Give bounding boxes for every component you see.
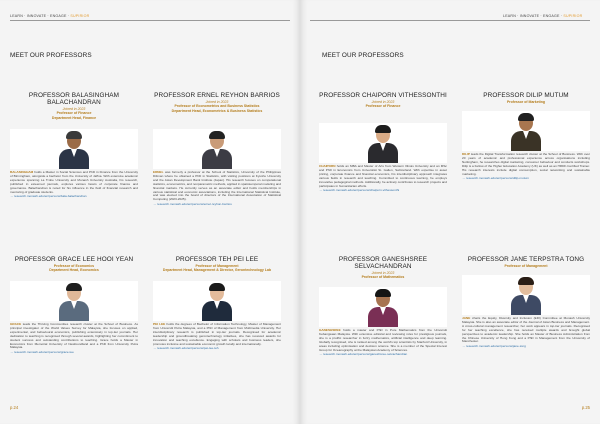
running-head: LEARN · INNOVATE · ENGAGE · SUPIRIOR — [10, 14, 90, 18]
professor-card — [462, 92, 590, 181]
joined-year: Joined in 2023 — [205, 100, 229, 104]
professor-card — [462, 256, 590, 348]
professor-role: Professor of Management — [504, 264, 548, 268]
profile-link[interactable]: → research.monash.edu/en/persons/chaiporn-vithessonthi — [319, 188, 400, 193]
portrait-icon — [366, 287, 400, 327]
portrait-icon — [57, 281, 91, 321]
page-number: p.25 — [581, 405, 590, 410]
professor-role: Professor of Econometrics and Business Statistics — [174, 104, 260, 109]
professor-name: PROFESSOR CHAIPORN VITHESSONTHI — [319, 92, 447, 99]
profile-link[interactable]: → research.monash.edu/en/persons/bala-balachandran — [10, 194, 87, 199]
profile-link[interactable]: → research.monash.edu/en/persons/ganeshsree-selvachandran — [319, 352, 408, 357]
professor-card — [153, 256, 281, 351]
professor-role: Professor of Mathematics — [361, 275, 405, 280]
professor-dept: Department Head, Economics — [49, 268, 99, 273]
right-page — [300, 0, 600, 424]
page-number: p.24 — [10, 405, 19, 410]
professor-bio: GRACE leads the Thriving Communities research cluster at the School of Business. As principal investigator of the World Values Survey for Malaysia, she focuses on applied, experimental, and behavioural economics, publishing extensively in top-tier journals. Her dedication to teaching is recognised through several awards, highlighting her commitment to student success and outstanding contributions to teaching. Grace holds a Master in Economics from Memorial University of Newfoundland and a PhD from University Putra Malaysia. → research.monash.edu/en/persons/grace-lee — [10, 322, 138, 354]
profile-link[interactable]: → research.monash.edu/en/persons/dilip-mutum — [462, 176, 529, 181]
professor-role: Professor of Economics — [53, 264, 95, 268]
profile-link[interactable]: → research.monash.edu/en/persons/ernel-reyhon-barrios — [153, 201, 232, 206]
profile-link[interactable]: → research.monash.edu/en/persons/grace-lee — [10, 349, 74, 354]
joined-year: Joined in 2023 — [371, 100, 395, 104]
professor-bio: GANESHSREE holds a master and PhD in Pure Mathematics from the Universiti Kebangsaan Malaysia. With extensive editorial and reviewing roles for prestigious journals, she is a prolific researcher in fuzzy mathematics, artificial intelligence and deep learning. Globally recognised, she is ranked among the world's top scientists by Stanford University, in areas including optimisation and decision science. She is a member of the Special Interest Group for Oceanography at the Malaysian Academy of Sciences. → research.monash.edu/en/persons/ganeshsree-selvachandran — [319, 328, 447, 357]
professor-role: Professor of Finance — [56, 111, 92, 116]
professor-name: PROFESSOR ERNEL REYHON BARRIOS — [154, 92, 280, 99]
professor-bio: PEI LEE holds the degrees of Bachelor of Information Technology, Master of Management from Universiti Putra Malaysia, and a PhD of Management from Multimedia University. Her interdisciplinary research is published in top-tier journals. Recognised for academic leadership and groundbreaking gerontechnology initiatives, she has received awards for innovation and teaching excellence. Engaging with scholars and business leaders, she promotes inclusive and sustainable economic growth locally and internationally. → research.monash.edu/en/persons/pei-lee-teh — [153, 322, 281, 351]
professor-name: PROFESSOR TEH PEI LEE — [175, 256, 259, 263]
professor-name: PROFESSOR BALASINGHAM BALACHANDRAN — [28, 92, 120, 106]
professor-dept: Department Head, Finance — [51, 115, 97, 120]
professor-bio: BALASINGHAM holds a Master in Social Sciences and PhD in Finance from the University of Birmingham, alongside a bachelor from the University of Jaffna. With extensive academic experience spanning La Trobe University and Monash University Australia, his research, published in esteemed journals, explores various facets of corporate finance and governance. Balachandran is noted for his influence in the field of financial research and mentoring of graduate students. → research.monash.edu/en/persons/bala-balachandran — [10, 170, 138, 199]
professor-card — [319, 256, 447, 357]
professor-photo — [10, 129, 138, 169]
professor-photo — [10, 281, 138, 321]
profile-link[interactable]: → research.monash.edu/en/persons/pei-lee-teh — [153, 346, 219, 351]
professor-card — [319, 92, 447, 193]
professor-bio: CHAIPORN holds an MBA and Master of Arts from Western Illinois University and an MSc and PhD in Economics from Universität St. Gallen, Switzerland. With expertise in asset pricing, corporate finance and financial economics, his interdisciplinary approach integrates various fields in research and teaching. Committed to continuous learning, he employs innovative pedagogical methods. Additionally, he actively contributes to research projects and participates in humanitarian efforts. → research.monash.edu/en/persons/chaiporn-vithessonthi — [319, 164, 447, 193]
professor-photo — [319, 287, 447, 327]
portrait-icon — [200, 281, 234, 321]
joined-year: Joined in 2023 — [62, 107, 86, 111]
joined-year: Joined in 2023 — [371, 271, 395, 275]
professor-bio: DILIP leads the Digital Transformation research cluster at the School of Business. With over 20 years of academic and professional experience across organisations including Nottingham, he researches digital marketing, consumer behaviour and conducts workshops. Dilip is a Fellow of the Higher Education Academy (UK) as well as an HRDF-Certified Trainer. His research interests include digital consumption, social networking and sustainable marketing. → research.monash.edu/en/persons/dilip-mutum — [462, 152, 590, 181]
section-title: MEET OUR PROFESSORS — [10, 52, 92, 59]
professor-name: PROFESSOR DILIP MUTUM — [483, 92, 569, 99]
header-rule — [10, 20, 290, 21]
portrait-icon — [200, 129, 234, 169]
professor-photo — [153, 129, 281, 169]
header-rule — [310, 20, 590, 21]
section-title: MEET OUR PROFESSORS — [322, 52, 404, 59]
professor-card — [10, 92, 138, 199]
portrait-icon — [509, 275, 543, 315]
portrait-icon — [57, 129, 91, 169]
profile-link[interactable]: → research.monash.edu/en/persons/jane-tong — [462, 343, 526, 348]
professor-name: PROFESSOR GRACE LEE HOOI YEAN — [14, 256, 134, 263]
professor-photo — [153, 281, 281, 321]
professor-photo — [462, 275, 590, 315]
professor-bio: JANE chairs the Equity, Diversity and Inclusion (EDI) Committee at Monash University Malaysia. She is also an associate editor of the Journal of Asian Business and Management. A cross-cultural management researcher, her work appears in top-tier journals. Recognised for her teaching excellence, she has received multiple awards and brought global perspectives to academic leadership. She holds an Master of Business Administration from the Chinese University of Hong Kong and a PhD in Management from the University of Manchester. → research.monash.edu/en/persons/jane-tong — [462, 316, 590, 348]
professor-card — [10, 256, 138, 354]
professor-dept: Department Head, Management & Director, Gerontechnology Lab — [162, 268, 272, 273]
running-head: LEARN · INNOVATE · ENGAGE · SUPIRIOR — [503, 14, 583, 18]
professor-photo — [462, 111, 590, 151]
professor-name: PROFESSOR GANESHSREE SELVACHANDRAN — [338, 256, 428, 270]
professor-dept: Department Head, Econometrics & Business Statistics — [171, 108, 263, 113]
professor-role: Professor of Marketing — [506, 100, 546, 104]
professor-role: Professor of Management — [195, 264, 239, 268]
professor-name: PROFESSOR JANE TERPSTRA TONG — [467, 256, 585, 263]
professor-card — [153, 92, 281, 206]
portrait-icon — [509, 111, 543, 151]
professor-photo — [319, 123, 447, 163]
portrait-icon — [366, 123, 400, 163]
professor-role: Professor of Finance — [365, 104, 401, 109]
professor-bio: ERNEL was formerly a professor at the School of Statistics, University of the Philippines Diliman where he obtained a PhD in Statistics, with visiting positions at Kyushu University and the Asian Development Bank Institute (Japan). His research focuses on computational statistics, econometrics, and nonparametric methods, applied in spatiotemporal modeling and financial markets. He currently serves as an associate editor and holds memberships in various statistical and economic associations, including the International Statistical Institute, and was elected into the board of directors of the International Association of Statistical Computing (2023-2025). → research.monash.edu/en/persons/ernel-reyhon-barrios — [153, 170, 281, 206]
